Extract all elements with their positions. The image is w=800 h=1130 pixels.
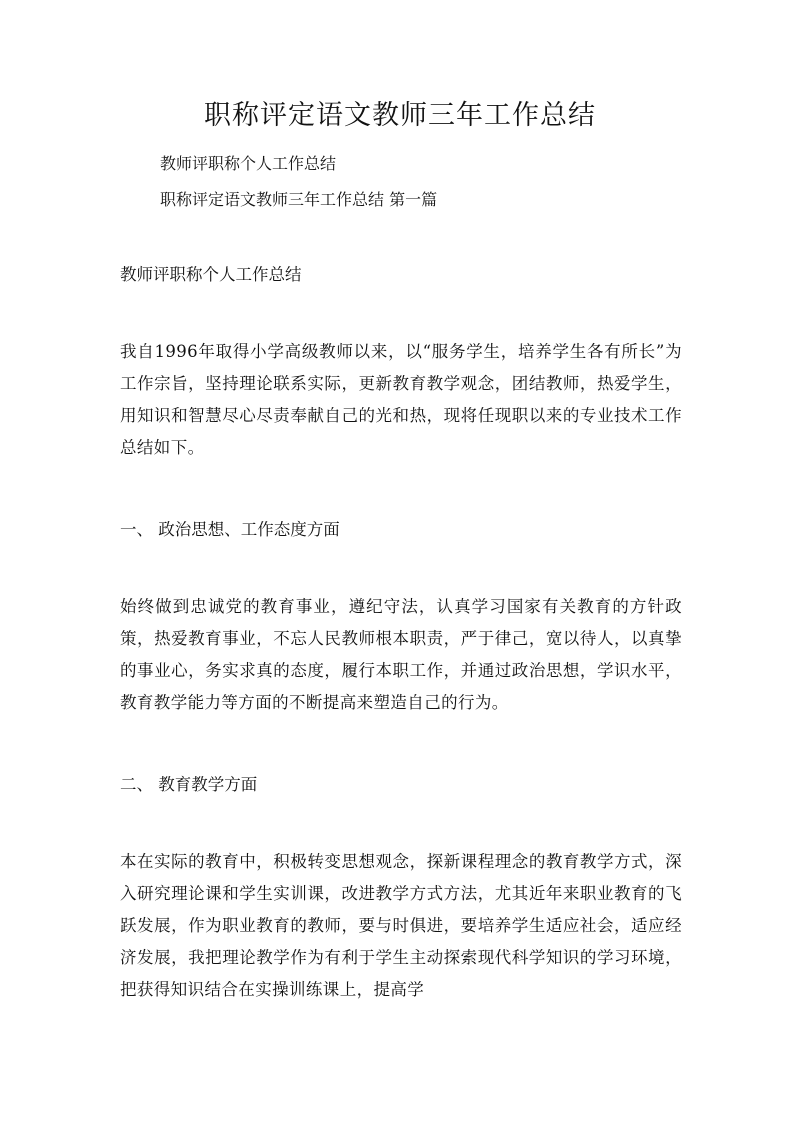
subtitle-first-article: 职称评定语文教师三年工作总结 第一篇 — [160, 190, 438, 209]
paragraph-introduction: 我自1996年取得小学高级教师以来，以“服务学生，培养学生各有所长”为工作宗旨，坚持理论联系实际，更新教育教学观念，团结教师，热爱学生，用知识和智慧尽心尽责奉献自己的光和热，现将任现职以来的专业技术工作总结如下。 — [120, 342, 682, 457]
document-title: 职称评定语文教师三年工作总结 — [204, 100, 596, 131]
section-heading-teaching: 二、 教育教学方面 — [120, 775, 258, 794]
subtitle-personal-summary: 教师评职称个人工作总结 — [160, 154, 337, 173]
paragraph-teaching: 本在实际的教育中，积极转变思想观念，探新课程理念的教育教学方式，深入研究理论课和学生实训课，改进教学方式方法，尤其近年来职业教育的飞跃发展，作为职业教育的教师，要与时俱进，要培养学生适应社会，适应经济发展，我把理论教学作为有利于学生主动探索现代科学知识的学习环境，把获得知识结合在实操训练课上，提高学 — [120, 852, 682, 999]
section-heading-political: 一、 政治思想、工作态度方面 — [120, 520, 340, 539]
paragraph-political: 始终做到忠诚党的教育事业，遵纪守法，认真学习国家有关教育的方针政策，热爱教育事业，不忘人民教师根本职责，严于律己，宽以待人，以真挚的事业心，务实求真的态度，履行本职工作，并通过政治思想，学识水平，教育教学能力等方面的不断提高来塑造自己的行为。 — [120, 597, 682, 712]
intro-heading: 教师评职称个人工作总结 — [120, 265, 302, 284]
